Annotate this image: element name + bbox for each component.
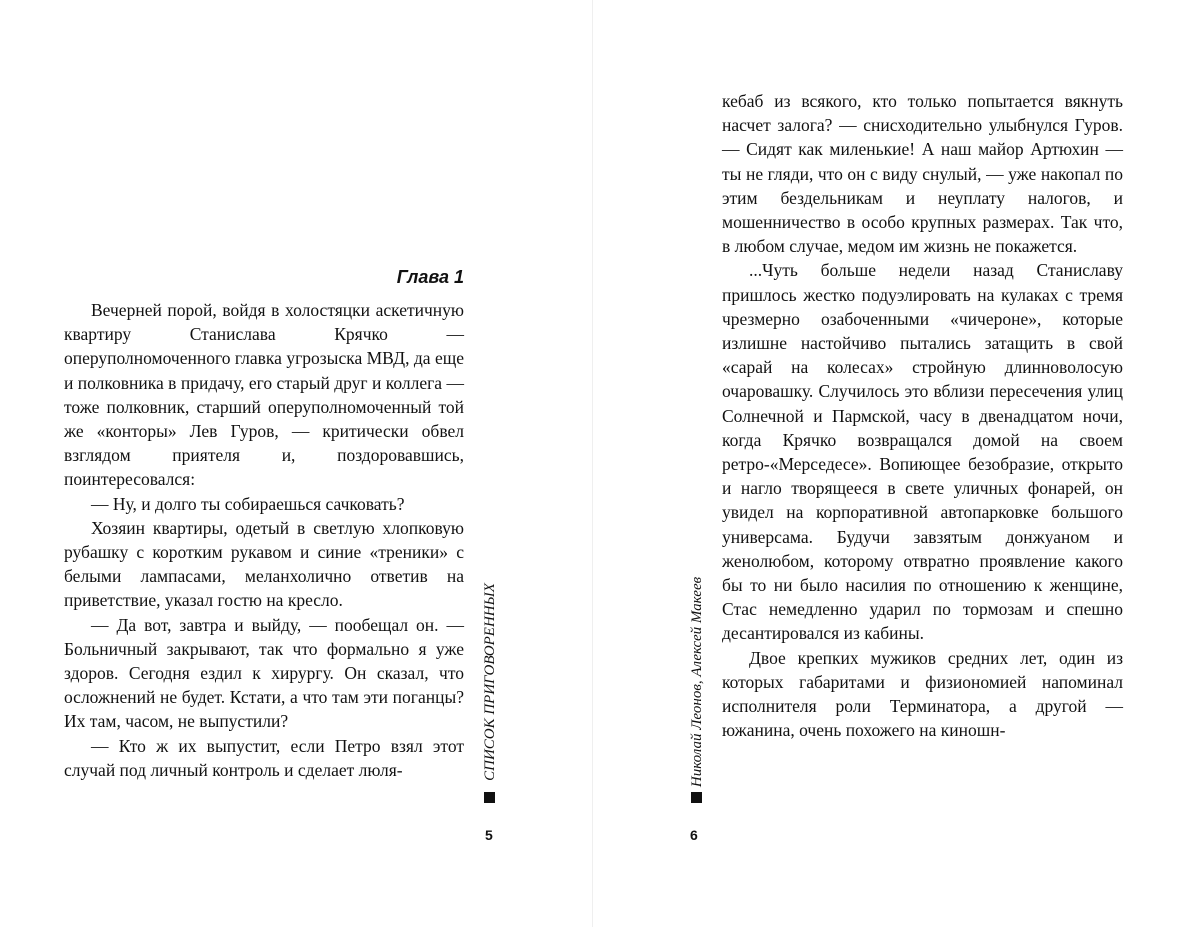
chapter-title: Глава 1	[396, 267, 464, 287]
paragraph: — Да вот, завтра и выйду, — пообещал он. — Больничный закрывают, так что формально я уже здоров. Сегодня ездил к хирургу. Он сказал, что осложнений не будет. Кстати, а что там эти поганцы? Их там, часом, не выпустили?	[64, 614, 464, 732]
page-number: 6	[690, 827, 698, 843]
running-header-strip	[478, 570, 502, 810]
paragraph: ...Чуть больше недели назад Станиславу пришлось жестко подуэлировать на кулаках с тремя чрезмерно озабоченными «чичероне», которые излишне настойчиво пытались затащить в свой «сарай на колесах» стройную длинноволосую очаровашку. Случилось это вблизи пересечения улиц Солнечной и Пармской, часу в двенадцатом ночи, когда Крячко возвращался домой на своем ретро-«Мерседесе». Вопиющее безобразие, открыто и нагло творящееся в свете уличных фонарей, он увидел на корпоративной автопарковке большого универсама. Будучи завзятым донжуаном и женолюбом, которому отвратно проявление какого бы то ни было насилия по отношению к женщине, Стас немедленно ударил по тормозам и спешно десантировался из кабины.	[722, 260, 1123, 644]
running-title: СПИСОК ПРИГОВОРЕННЫХ	[482, 583, 498, 781]
black-square-icon	[691, 792, 702, 803]
right-page	[595, 0, 1189, 927]
page-number: 5	[485, 827, 493, 843]
running-header-strip	[685, 570, 709, 810]
black-square-icon	[484, 792, 495, 803]
running-title: Николай Леонов, Алексей Макеев	[689, 576, 705, 788]
paragraph: кебаб из всякого, кто только попытается вякнуть насчет залога? — снисходительно улыбнулся Гуров. — Сидят как миленькие! А наш майор Артюхин — ты не гляди, что он с виду снулый, — уже накопал по этим бездельникам и неуплату налогов, и мошенничество в особо крупных размерах. Так что, в любом случае, медом им жизнь не покажется.	[722, 91, 1123, 257]
left-page	[0, 0, 594, 927]
gutter-divider	[592, 0, 593, 927]
left-page-text	[64, 298, 464, 782]
right-page-text	[722, 89, 1123, 742]
paragraph: — Ну, и долго ты собираешься сачковать?	[91, 493, 405, 514]
paragraph: Двое крепких мужиков средних лет, один из которых габаритами и физиономией напоминал исполнителя роли Терминатора, а другой — южанина, очень похожего на киношн-	[722, 647, 1123, 741]
paragraph: — Кто ж их выпустит, если Петро взял этот случай под личный контроль и сделает люля-	[64, 735, 464, 780]
paragraph: Хозяин квартиры, одетый в светлую хлопковую рубашку с коротким рукавом и синие «треники» с белыми лампасами, меланхолично ответив на приветствие, указал гостю на кресло.	[64, 517, 464, 611]
paragraph: Вечерней порой, войдя в холостяцки аскетичную квартиру Станислава Крячко — оперуполномоченного главка угрозыска МВД, да еще и полковника в придачу, его старый друг и коллега — тоже полковник, старший оперуполномоченный той же «конторы» Лев Гуров, — критически обвел взглядом приятеля и, поздоровавшись, поинтересовался:	[64, 300, 464, 490]
